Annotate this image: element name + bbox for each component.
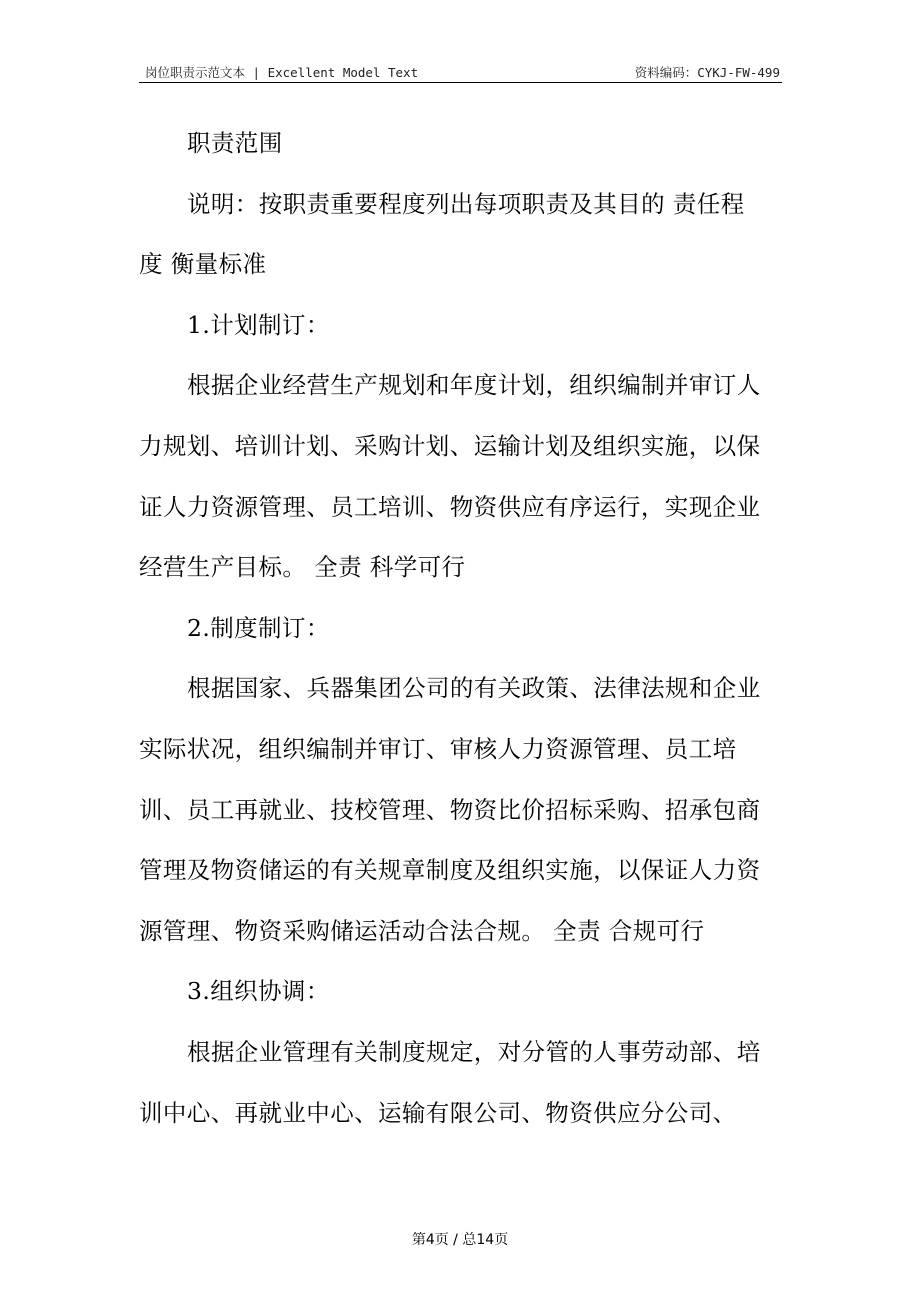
page-footer: [0, 1229, 920, 1249]
section-heading: 职责范围: [187, 129, 283, 157]
total-pages: 14: [476, 1232, 495, 1248]
page-prefix: 第: [411, 1232, 426, 1248]
header-title: 岗位职责示范文本 | Excellent Model Text: [145, 65, 419, 80]
item-body-plan: 根据企业经营生产规划和年度计划，组织编制并审订人力规划、培训计划、采购计划、运输计划及组织实施，以保证人力资源管理、员工培训、物资供应有序运行，实现企业经营生产目标。 全责 科学可行: [139, 371, 761, 582]
document-body: [139, 113, 764, 1143]
document-code: 资料编码：CYKJ-FW-499: [634, 65, 780, 80]
item-heading-rules: 2.制度制订：: [187, 613, 330, 642]
item-body-coordination: 根据企业管理有关制度规定，对分管的人事劳动部、培训中心、再就业中心、运输有限公司、物资供应分公司、: [139, 1037, 761, 1127]
explanation-paragraph: 说明：按职责重要程度列出每项职责及其目的 责任程度 衡量标准: [139, 189, 745, 279]
item-body-rules: 根据国家、兵器集团公司的有关政策、法律法规和企业实际状况，组织编制并审订、审核人力资源管理、员工培训、员工再就业、技校管理、物资比价招标采购、招承包商管理及物资储运的有关规章制度及组织实施，以保证人力资源管理、物资采购储运活动合法合规。 全责 合规可行: [139, 674, 761, 945]
page-header: [139, 60, 782, 83]
item-heading-coordination: 3.组织协调：: [187, 977, 330, 1006]
page-separator: 页 / 总: [434, 1232, 477, 1248]
page-number: 4: [425, 1232, 435, 1248]
item-heading-plan: 1.计划制订：: [187, 310, 330, 339]
page-suffix: 页: [494, 1232, 509, 1248]
